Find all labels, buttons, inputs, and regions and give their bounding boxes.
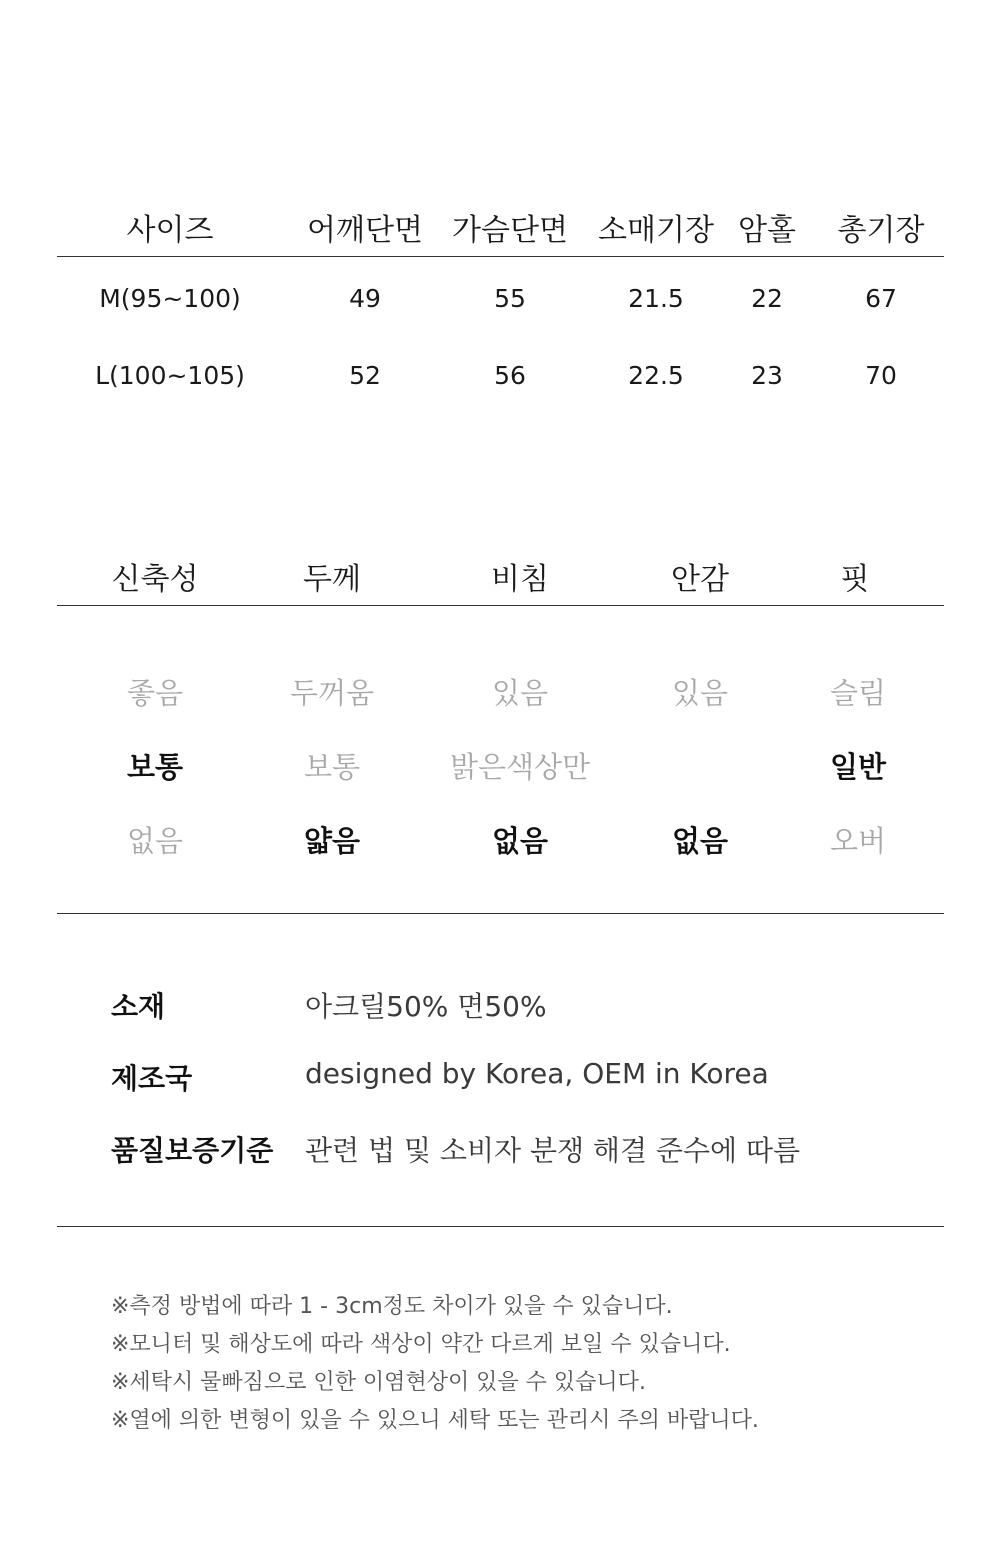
table-cell: 55: [494, 284, 526, 313]
table-cell: 56: [494, 361, 526, 390]
fabric-header-lining: 안감: [671, 562, 729, 597]
fabric-header-stretch: 신축성: [111, 562, 199, 597]
size-table-divider: [57, 256, 944, 257]
size-label-m: M(95~100): [99, 284, 241, 313]
table-cell: 22.5: [628, 361, 684, 390]
fabric-bottom-divider: [57, 913, 944, 914]
fabric-option-selected: 보통: [126, 750, 184, 784]
warranty-label: 품질보증기준: [111, 1134, 274, 1167]
size-header-armhole: 암홀: [738, 213, 796, 248]
fabric-option-selected: 일반: [829, 750, 887, 784]
table-cell: 49: [349, 284, 381, 313]
fabric-option-selected: 없음: [491, 824, 549, 858]
size-header-chest: 가슴단면: [452, 213, 568, 248]
table-cell: 22: [751, 284, 783, 313]
note-washing: ※세탁시 물빠짐으로 인한 이염현상이 있을 수 있습니다.: [111, 1370, 646, 1395]
size-header-size: 사이즈: [126, 213, 214, 248]
fabric-header-fit: 핏: [840, 562, 870, 597]
origin-value: designed by Korea, OEM in Korea: [305, 1057, 769, 1090]
material-label: 소재: [111, 990, 166, 1023]
size-label-l: L(100~105): [95, 361, 245, 390]
fabric-option: 있음: [671, 676, 729, 710]
table-cell: 52: [349, 361, 381, 390]
material-value: 아크릴50% 면50%: [305, 990, 547, 1023]
fabric-header-thickness: 두께: [303, 562, 361, 597]
fabric-option: 없음: [126, 824, 184, 858]
fabric-option-selected: 없음: [671, 824, 729, 858]
fabric-header-divider: [57, 605, 944, 606]
fabric-option: 오버: [829, 824, 887, 858]
warranty-value: 관련 법 및 소비자 분쟁 해결 준수에 따름: [305, 1134, 801, 1167]
table-cell: 23: [751, 361, 783, 390]
note-monitor: ※모니터 및 해상도에 따라 색상이 약간 다르게 보일 수 있습니다.: [111, 1332, 731, 1357]
fabric-option: 보통: [303, 750, 361, 784]
info-bottom-divider: [57, 1226, 944, 1227]
table-cell: 21.5: [628, 284, 684, 313]
fabric-option: 두꺼움: [289, 676, 375, 710]
size-header-length: 총기장: [837, 213, 925, 248]
size-header-sleeve: 소매기장: [598, 213, 714, 248]
origin-label: 제조국: [111, 1062, 193, 1095]
fabric-option: 있음: [491, 676, 549, 710]
table-cell: 67: [865, 284, 897, 313]
table-cell: 70: [865, 361, 897, 390]
fabric-option: 슬림: [829, 676, 887, 710]
fabric-option: 밝은색상만: [449, 750, 591, 784]
note-heat: ※열에 의한 변형이 있을 수 있으니 세탁 또는 관리시 주의 바랍니다.: [111, 1408, 759, 1433]
fabric-option: 좋음: [126, 676, 184, 710]
note-measurement: ※측정 방법에 따라 1 - 3cm정도 차이가 있을 수 있습니다.: [111, 1294, 673, 1319]
fabric-option-selected: 얇음: [303, 824, 361, 858]
fabric-header-sheerness: 비침: [491, 562, 549, 597]
size-header-shoulder: 어깨단면: [307, 213, 423, 248]
